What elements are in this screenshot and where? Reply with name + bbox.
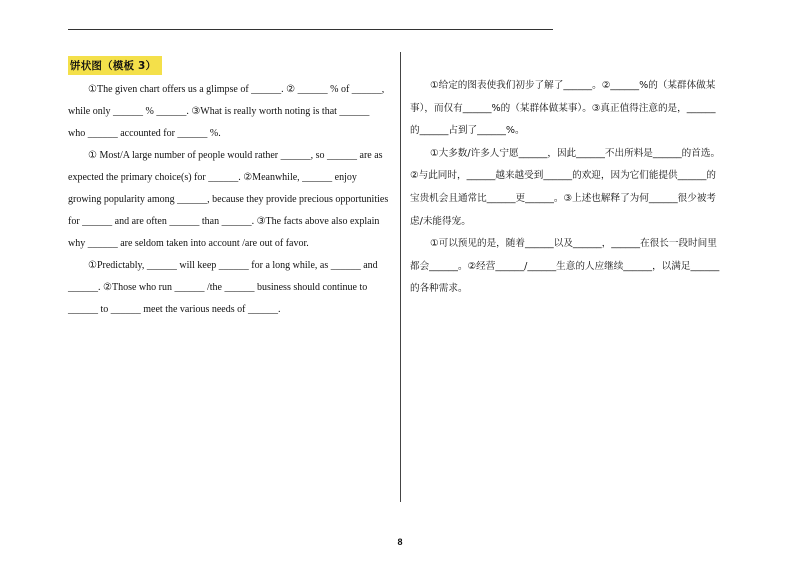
- text-line: 宝贵机会且通常比______更______。③上述也解释了为何______很少被考: [410, 192, 717, 204]
- english-template-column: [68, 56, 388, 321]
- text-line: who ______ accounted for ______ %.: [68, 128, 221, 139]
- text-line: ______. ②Those who run ______ /the ______ business should continue to: [68, 282, 368, 293]
- text-line: ①Predictably, ______ will keep ______ for a long while, as ______ and: [88, 260, 378, 271]
- column-divider: [400, 52, 401, 502]
- english-paragraph-2: [68, 145, 388, 255]
- text-line: ①可以预见的是，随着______以及______，______在很长一段时间里: [430, 238, 717, 250]
- text-line: 都会______。②经营______/______生意的人应继续______，以满足______: [410, 260, 720, 272]
- text-line: ①给定的图表使我们初步了解了______。②______%的（某群体做某: [430, 80, 716, 91]
- english-paragraph-1: [68, 79, 388, 145]
- text-line: 虑/未能得宠。: [410, 215, 471, 227]
- text-line: expected the primary choice(s) for ______. ②Meanwhile, ______ enjoy: [68, 172, 357, 183]
- text-line: ① Most/A large number of people would rather ______, so ______ are as: [88, 150, 383, 161]
- text-line: ②与此同时，______越来越受到______的欢迎，因为它们能提供______的: [410, 170, 717, 182]
- page-number: 8: [397, 537, 403, 547]
- text-line: while only ______ % ______. ③What is really worth noting is that ______: [68, 106, 370, 117]
- chinese-template-column: [410, 75, 736, 301]
- section-heading: 饼状图（模板 3）: [68, 56, 162, 75]
- text-line: for ______ and are often ______ than ______. ③The facts above also explain: [68, 216, 380, 227]
- text-line: ①The given chart offers us a glimpse of ______. ② ______ % of ______,: [88, 84, 385, 95]
- chinese-paragraph-2: [410, 143, 736, 233]
- text-line: 的______占到了______%。: [410, 125, 525, 137]
- text-line: 事），而仅有______%的（某群体做某事）。③真正值得注意的是，______: [410, 102, 716, 114]
- text-line: 的各种需求。: [410, 283, 468, 295]
- top-rule: [68, 29, 553, 30]
- text-line: why ______ are seldom taken into account /are out of favor.: [68, 238, 309, 249]
- chinese-paragraph-3: [410, 233, 736, 301]
- text-line: ______ to ______ meet the various needs of ______.: [68, 304, 281, 315]
- english-paragraph-3: [68, 255, 388, 321]
- text-line: ①大多数/许多人宁愿______，因此______不出所料是______的首选。: [430, 147, 721, 159]
- text-line: growing popularity among ______, because they provide precious opportunities: [68, 194, 389, 205]
- chinese-paragraph-1: [410, 75, 736, 143]
